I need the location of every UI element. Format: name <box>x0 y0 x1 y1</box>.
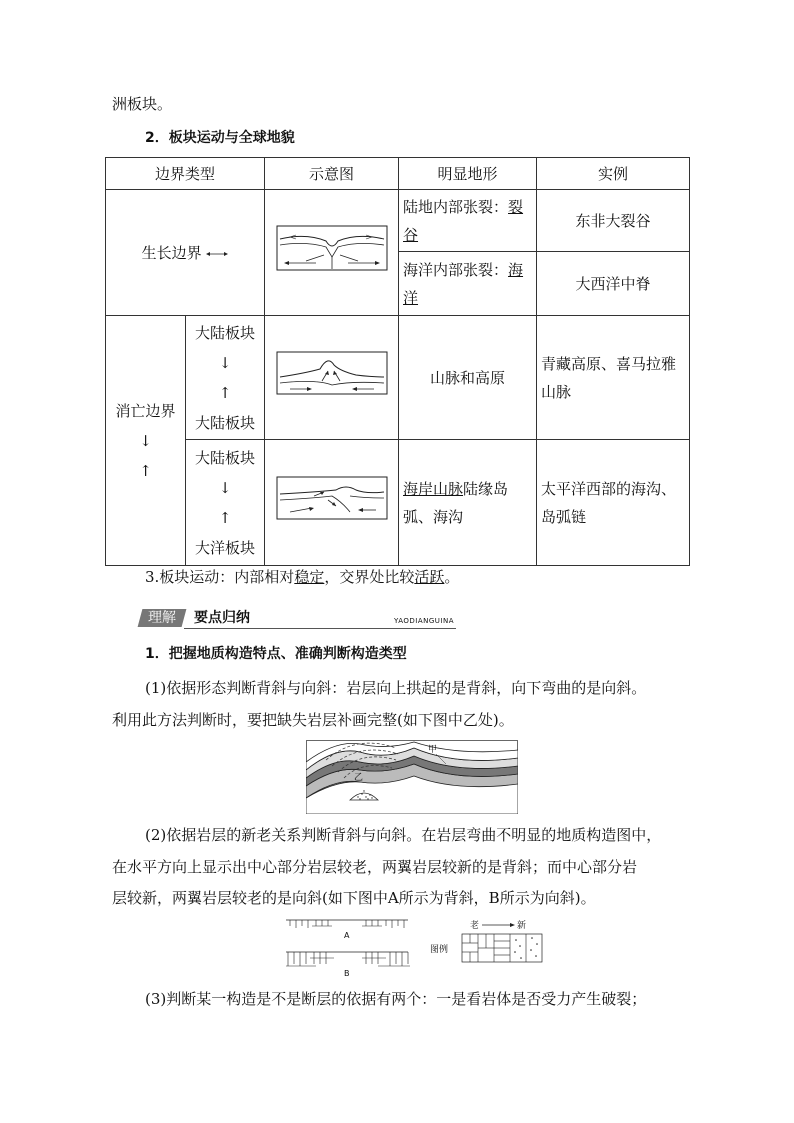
double-arrow-icon <box>206 250 228 258</box>
header-landform: 明显地形 <box>399 158 537 190</box>
para2-line2: 在水平方向上显示出中心部分岩层较老，两翼岩层较新的是背斜；而中心部分岩 <box>112 858 638 876</box>
divergent-boundary-diagram <box>276 225 388 271</box>
label-b: B <box>344 969 350 978</box>
para2-line3: 层较新，两翼岩层较老的是向斜(如下图中A所示为背斜，B所示为向斜)。 <box>112 889 596 907</box>
growth-boundary-cell <box>106 190 265 316</box>
growth-diagram-cell <box>265 190 399 316</box>
arrow-up-icon: ↑ <box>218 383 232 402</box>
arrow-up-icon: ↑ <box>218 508 232 527</box>
legend-new: 新 <box>517 921 527 931</box>
label-jia: 甲 <box>428 745 438 755</box>
subduction-boundary-label: 消亡边界 <box>115 401 176 420</box>
top-line: 洲板块。 <box>112 95 173 113</box>
para3-line1: (3)判断某一构造是不是断层的依据有两个：一是看岩体是否受力产生破裂； <box>145 990 647 1008</box>
plate-boundary-table <box>105 157 690 566</box>
plate-pair-2: 大陆板块 ↓ ↑ 大洋板块 <box>186 440 265 566</box>
section-divider <box>184 628 456 629</box>
para1-line1: (1)依据形态判断背斜与向斜：岩层向上拱起的是背斜，向下弯曲的是向斜。 <box>145 679 647 697</box>
rock-age-figure <box>286 914 546 978</box>
arrow-up-icon: ↑ <box>139 461 152 480</box>
fold-structure-figure <box>306 740 518 814</box>
legend-label: 图例 <box>430 945 449 955</box>
arrow-down-icon: ↓ <box>218 478 232 497</box>
continental-collision-diagram <box>276 351 388 395</box>
growth-example-1: 东非大裂谷 <box>537 190 690 252</box>
section-tag: 理解 <box>138 609 187 627</box>
subduction-boundary-cell <box>106 316 186 566</box>
arrow-down-icon: ↓ <box>139 431 152 450</box>
subduction-diagram-cell <box>265 440 399 566</box>
header-boundary-type: 边界类型 <box>106 158 265 190</box>
para2-line1: (2)依据岩层的新老关系判断背斜与向斜。在岩层弯曲不明显的地质构造图中， <box>145 826 662 844</box>
section-title-pinyin: YAODIANGUINA <box>393 617 454 625</box>
section-bar <box>140 609 456 629</box>
subduction-example: 太平洋西部的海沟、岛弧链 <box>537 440 690 566</box>
label-yi: 乙 <box>354 773 364 783</box>
growth-boundary-label: 生长边界 <box>141 243 202 262</box>
collision-example: 青藏高原、喜马拉雅山脉 <box>537 316 690 440</box>
point1-heading: 1．把握地质构造特点、准确判断构造类型 <box>145 646 407 662</box>
growth-landform-1: 陆地内部张裂：裂谷 <box>399 190 537 252</box>
para1-line2: 利用此方法判断时，要把缺失岩层补画完整(如下图中乙处)。 <box>112 711 514 729</box>
header-example: 实例 <box>537 158 690 190</box>
section-title: 要点归纳 <box>194 610 250 626</box>
arrow-down-icon: ↓ <box>218 353 232 372</box>
collision-diagram-cell <box>265 316 399 440</box>
label-a: A <box>344 931 350 940</box>
subduction-landform: 海岸山脉陆缘岛弧、海沟 <box>399 440 537 566</box>
header-diagram: 示意图 <box>265 158 399 190</box>
legend-old: 老 <box>470 921 480 931</box>
oceanic-subduction-diagram <box>276 476 388 520</box>
section3-line: 3.板块运动：内部相对稳定，交界处比较活跃。 <box>145 568 460 586</box>
section2-heading: 2．板块运动与全球地貌 <box>145 130 295 146</box>
growth-example-2: 大西洋中脊 <box>537 252 690 316</box>
collision-landform: 山脉和高原 <box>399 316 537 440</box>
growth-landform-2: 海洋内部张裂：海洋 <box>399 252 537 316</box>
plate-pair-1: 大陆板块 ↓ ↑ 大陆板块 <box>186 316 265 440</box>
